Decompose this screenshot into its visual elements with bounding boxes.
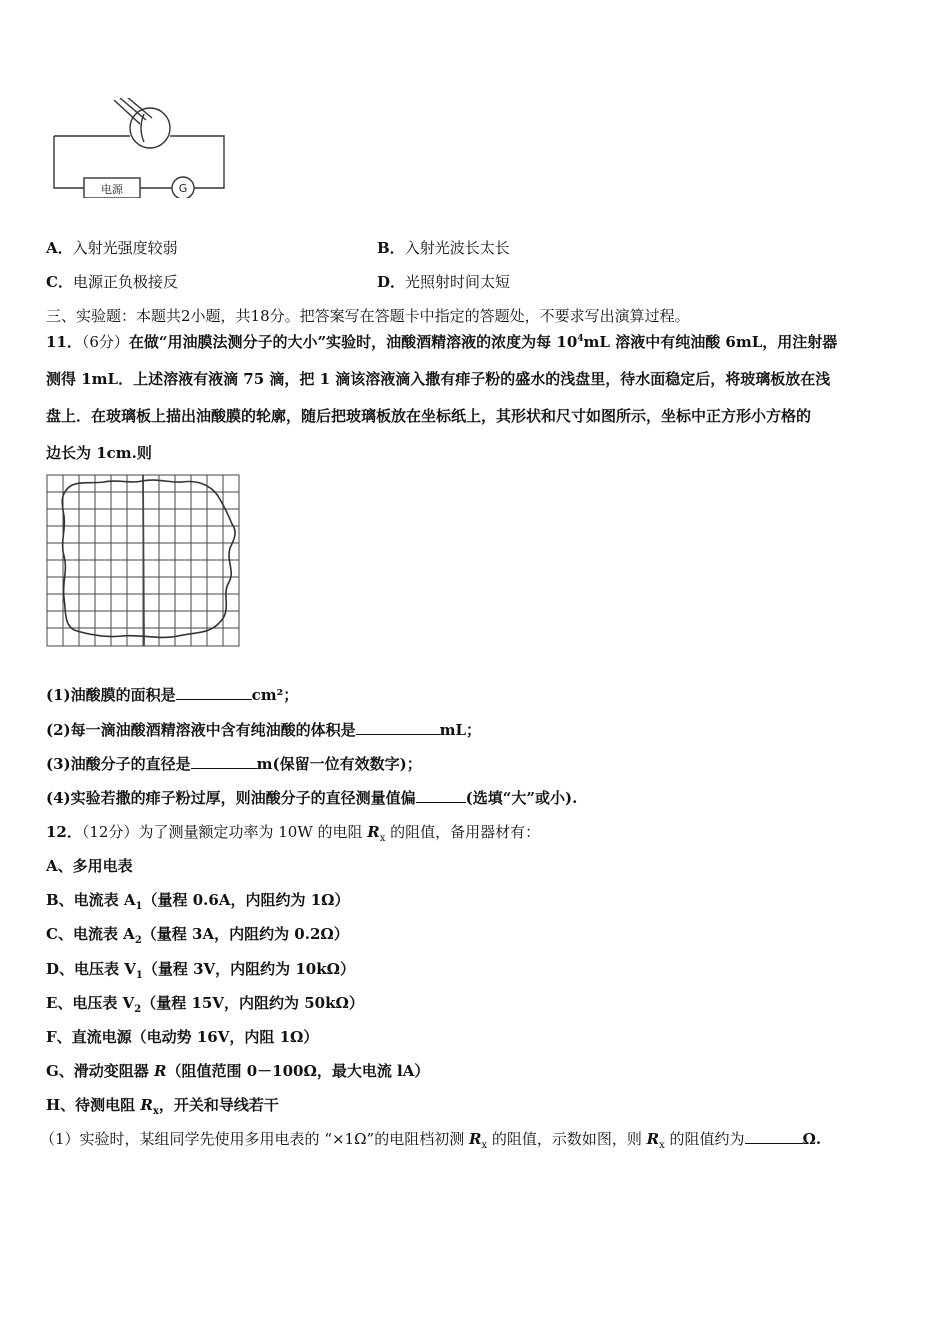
q11-text-1b: mL 溶液中有纯油酸 6mL，用注射器 <box>583 333 838 351</box>
item-head: C、电流表 A <box>46 925 135 943</box>
item-subscript: 2 <box>134 1004 142 1015</box>
q11-line-3: 盘上．在玻璃板上描出油酸膜的轮廓，随后把玻璃板放在坐标纸上，其形状和尺寸如图所示，坐标中正方形小方格的 <box>46 407 812 425</box>
q11-line-2: 测得 1mL．上述溶液有液滴 75 滴，把 1 滴该溶液滴入撒有痱子粉的盛水的浅盘里，待水面稳定后，将玻璃板放在浅 <box>46 370 831 388</box>
q11-text-1a: 在做“用油膜法测分子的大小”实验时，油酸酒精溶液的浓度为每 10 <box>128 333 578 351</box>
q12-part-1 <box>40 1128 821 1149</box>
part-1-tail: 的阻值约为 <box>664 1130 745 1148</box>
rx-symbol: R <box>468 1130 482 1148</box>
q11-sub-4 <box>46 787 577 808</box>
part-1-unit: Ω. <box>802 1130 822 1148</box>
section-heading: 三、实验题：本题共2小题，共18分。把答案写在答题卡中指定的答题处，不要求写出演算过程。 <box>46 307 690 325</box>
sub-1-text: (1)油酸膜的面积是 <box>46 686 176 704</box>
q12-intro <box>46 821 540 842</box>
item-symbol: R <box>140 1096 153 1114</box>
sub-3-unit: m(保留一位有效数字)； <box>256 755 422 773</box>
q12-intro-text: （12分）为了测量额定功率为 10W 的电阻 <box>81 823 368 841</box>
equipment-item-d <box>46 958 355 979</box>
sub-3-text: (3)油酸分子的直径是 <box>46 755 191 773</box>
item-head: H、待测电阻 <box>46 1096 141 1114</box>
equipment-item-b <box>46 889 349 910</box>
q11-points: （6分） <box>81 333 129 351</box>
sub-4-choice: (选填“大”或小). <box>465 789 578 807</box>
part-1-mid: 的阻值，示数如图，则 <box>487 1130 647 1148</box>
rx-subscript: x <box>379 833 386 844</box>
q11-line-1 <box>46 331 837 352</box>
option-letter: B． <box>377 239 405 257</box>
q11-exponent: 4 <box>577 334 584 344</box>
answer-blank-3[interactable] <box>191 754 257 769</box>
item-detail: （量程 0.6A，内阻约为 1Ω） <box>142 891 350 909</box>
item-subscript: 1 <box>135 970 143 981</box>
option-c <box>46 271 178 292</box>
equipment-item-f: F、直流电源（电动势 16V，内阻 1Ω） <box>46 1028 319 1046</box>
equipment-item-a: A、多用电表 <box>46 857 133 875</box>
rx-subscript: x <box>659 1140 665 1151</box>
option-text: 电源正负极接反 <box>72 273 178 291</box>
option-text: 入射光强度较弱 <box>72 239 178 257</box>
option-text: 光照射时间太短 <box>405 273 511 291</box>
sub-1-unit: cm²； <box>251 686 299 704</box>
equipment-item-c <box>46 923 349 944</box>
q12-intro-tail: 的阻值，备用器材有： <box>385 823 541 841</box>
galvanometer-label: G <box>178 182 188 195</box>
answer-blank-5[interactable] <box>745 1129 803 1144</box>
option-b <box>377 237 510 258</box>
rx-symbol: R <box>646 1130 660 1148</box>
sub-2-unit: mL； <box>439 721 482 739</box>
q12-number: 12． <box>46 823 82 841</box>
item-detail: （量程 3V，内阻约为 10kΩ） <box>142 960 355 978</box>
item-detail: ，开关和导线若干 <box>158 1096 279 1114</box>
q11-sub-3 <box>46 753 422 774</box>
part-1-text: （1）实验时，某组同学先使用多用电表的 “×1Ω”的电阻档初测 <box>40 1130 469 1148</box>
item-subscript: 1 <box>135 901 143 912</box>
item-head: E、电压表 V <box>46 994 135 1012</box>
rx-subscript: x <box>481 1140 488 1151</box>
item-detail: （阻值范围 0－100Ω，最大电流 lA） <box>166 1062 430 1080</box>
rx-symbol: R <box>367 823 380 841</box>
circuit-figure <box>44 98 234 198</box>
q11-sub-2 <box>46 719 481 740</box>
item-head: D、电压表 V <box>46 960 136 978</box>
option-text: 入射光波长太长 <box>404 239 510 257</box>
item-subscript: 2 <box>134 935 142 946</box>
option-d <box>377 271 510 292</box>
equipment-item-e <box>46 992 364 1013</box>
answer-blank-1[interactable] <box>176 685 252 700</box>
power-source-label: 电源 <box>101 183 123 196</box>
sub-2-text: (2)每一滴油酸酒精溶液中含有纯油酸的体积是 <box>46 721 356 739</box>
option-letter: D． <box>377 273 406 291</box>
q11-number: 11． <box>46 333 82 351</box>
item-subscript: x <box>152 1106 159 1117</box>
item-head: G、滑动变阻器 <box>46 1062 155 1080</box>
item-head: B、电流表 A <box>46 891 136 909</box>
answer-blank-4[interactable] <box>416 788 466 803</box>
option-letter: A． <box>46 239 73 257</box>
item-detail: （量程 3A，内阻约为 0.2Ω） <box>141 925 349 943</box>
answer-blank-2[interactable] <box>356 720 440 735</box>
q11-line-4: 边长为 1cm.则 <box>46 444 152 462</box>
item-detail: （量程 15V，内阻约为 50kΩ） <box>141 994 364 1012</box>
option-letter: C． <box>46 273 73 291</box>
equipment-item-h <box>46 1094 279 1115</box>
q11-sub-1 <box>46 684 298 705</box>
sub-4-text: (4)实验若撒的痱子粉过厚，则油酸分子的直径测量值偏 <box>46 789 416 807</box>
option-a <box>46 237 178 258</box>
item-symbol: R <box>154 1062 167 1080</box>
equipment-item-g <box>46 1060 429 1081</box>
oil-film-grid-figure <box>46 474 242 648</box>
